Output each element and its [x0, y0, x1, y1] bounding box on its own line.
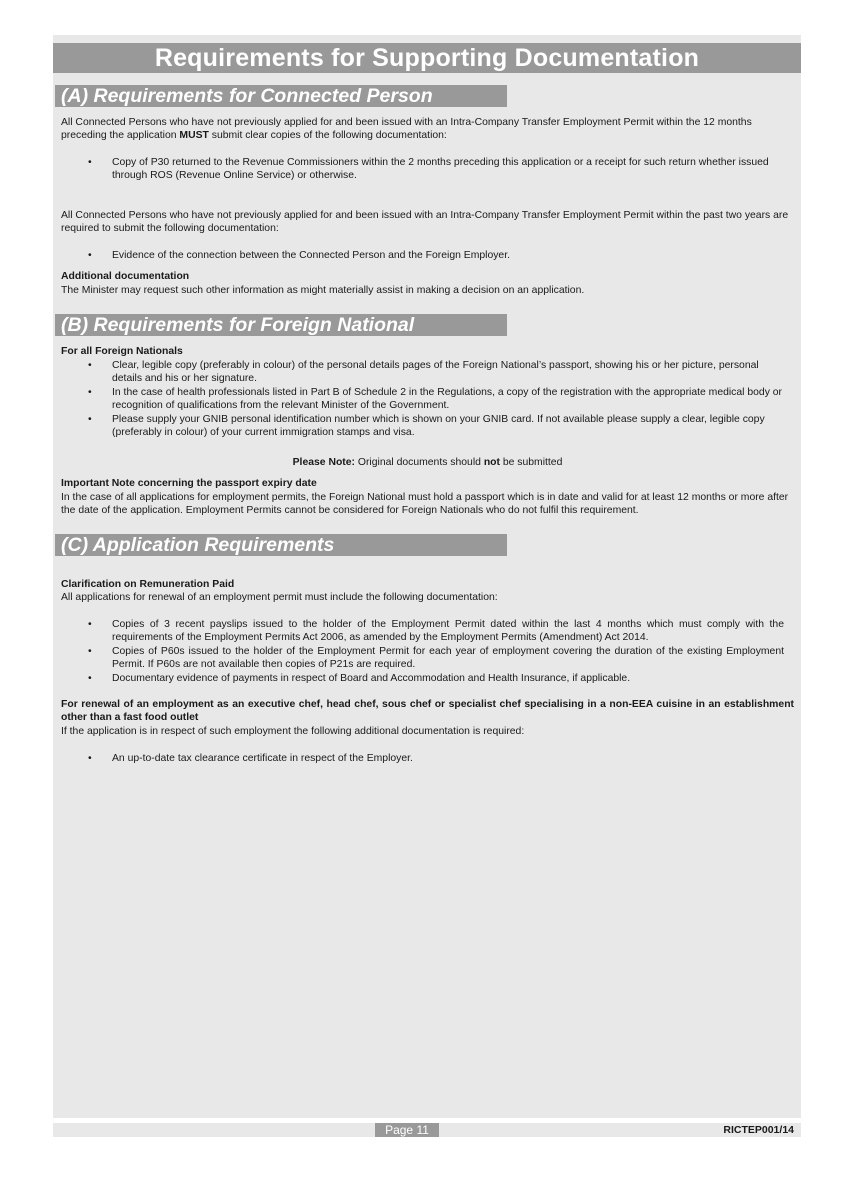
chef-renewal-text: If the application is in respect of such employment the following additional documentation is required: — [61, 726, 525, 737]
passport-expiry-heading: Important Note concerning the passport expiry date — [61, 478, 317, 489]
additional-documentation-text: The Minister may request such other information as might materially assist in making a decision on an application. — [61, 285, 585, 296]
list-item — [88, 672, 784, 685]
form-code: RICTEP001/14 — [723, 1124, 794, 1136]
list-item — [88, 413, 784, 440]
passport-expiry-text: In the case of all applications for employment permits, the Foreign National must hold a passport which is in date and valid for at least 12 months or more after the date of the application. Employment Permits cannot be considered for Foreign Nationals who do not fulfil this requirement. — [61, 492, 789, 517]
bullet-icon: • — [88, 753, 92, 764]
section-a-intro — [61, 116, 794, 143]
list-item-text: Please supply your GNIB personal identification number which is shown on your GNIB card. If not available please supply a clear, legible copy (preferably in colour) of your current immigration stamps and visa. — [112, 414, 765, 439]
list-item-text: In the case of health professionals listed in Part B of Schedule 2 in the Regulations, a copy of the registration with the appropriate medical body or recognition of qualifications from the relevant Minister of the Government. — [112, 387, 783, 412]
please-note-text: Original documents should — [355, 457, 484, 468]
bullet-icon: • — [88, 387, 92, 398]
clarification-text: All applications for renewal of an employment permit must include the following documentation: — [61, 592, 498, 603]
list-item-text: Copy of P30 returned to the Revenue Commissioners within the 2 months preceding this application or a receipt for such return whether issued through ROS (Revenue Online Service) or otherwise. — [112, 157, 769, 182]
list-item — [88, 618, 784, 645]
list-item — [88, 249, 784, 262]
list-item-text: An up-to-date tax clearance certificate in respect of the Employer. — [112, 753, 413, 764]
for-all-foreign-nationals-heading: For all Foreign Nationals — [61, 346, 183, 357]
page-number: Page 11 — [375, 1123, 439, 1137]
please-note-label: Please Note: — [292, 457, 355, 468]
bullet-icon: • — [88, 673, 92, 684]
not-emphasis: not — [483, 457, 500, 468]
list-item-text: Clear, legible copy (preferably in colour) of the personal details pages of the Foreign National’s passport, showing his or her picture, personal details and his or her signature. — [112, 360, 759, 385]
list-item — [88, 752, 784, 765]
list-item — [88, 156, 784, 183]
list-item-text: Documentary evidence of payments in respect of Board and Accommodation and Health Insurance, if applicable. — [112, 673, 631, 684]
list-item — [88, 645, 784, 672]
must-emphasis: MUST — [179, 130, 209, 142]
page-title: Requirements for Supporting Documentation — [53, 43, 801, 73]
bullet-icon: • — [88, 157, 92, 168]
bullet-icon: • — [88, 646, 92, 657]
please-note-text-end: be submitted — [499, 457, 563, 468]
additional-documentation-heading: Additional documentation — [61, 271, 190, 282]
please-note — [61, 456, 794, 469]
bullet-icon: • — [88, 414, 92, 425]
list-item-text: Copies of P60s issued to the holder of the Employment Permit for each year of employment covering the duration of the existing Employment Permit. If P60s are not available then copies of P21s are required. — [112, 646, 784, 671]
list-item-text: Evidence of the connection between the Connected Person and the Foreign Employer. — [112, 250, 510, 261]
section-b-heading: (B) Requirements for Foreign National — [55, 314, 507, 336]
list-item — [88, 359, 784, 386]
list-item — [88, 386, 784, 413]
section-c-heading: (C) Application Requirements — [55, 534, 507, 556]
bullet-icon: • — [88, 250, 92, 261]
section-a-heading: (A) Requirements for Connected Person — [55, 85, 507, 107]
section-a-intro-text: All Connected Persons who have not previously applied for and been issued with an Intra-Company Transfer Employment Permit within the 12 months preceding the application — [61, 117, 752, 142]
bullet-icon: • — [88, 619, 92, 630]
chef-renewal-heading: For renewal of an employment as an executive chef, head chef, sous chef or specialist chef specialising in a non-EEA cuisine in an establishment other than a fast food outlet — [61, 699, 794, 724]
bullet-icon: • — [88, 360, 92, 371]
section-a-paragraph-2: All Connected Persons who have not previously applied for and been issued with an Intra-Company Transfer Employment Permit within the past two years are required to submit the following documentation: — [61, 210, 789, 235]
page-panel — [53, 35, 801, 1118]
clarification-heading: Clarification on Remuneration Paid — [61, 579, 235, 590]
section-a-intro-text-end: submit clear copies of the following documentation: — [208, 130, 447, 142]
list-item-text: Copies of 3 recent payslips issued to the holder of the Employment Permit dated within the last 4 months which must comply with the requirements of the Employment Permits Act 2006, as amended by the Employment Permits (Amendment) Act 2014. — [112, 619, 784, 644]
